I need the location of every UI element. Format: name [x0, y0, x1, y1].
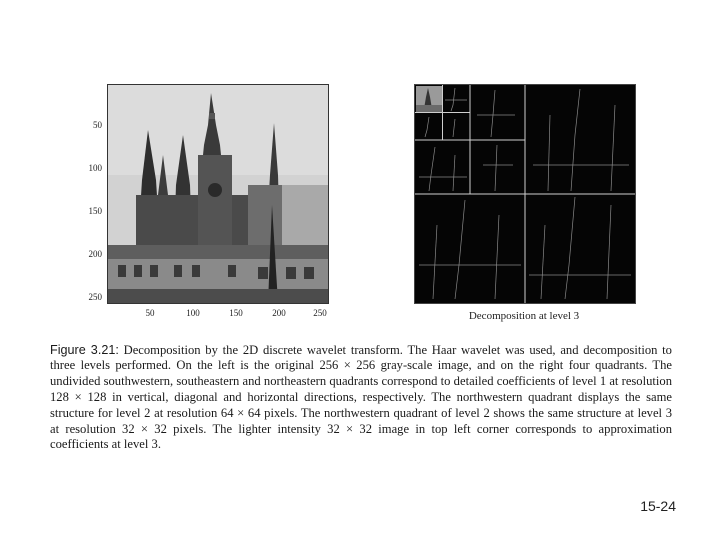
x-tick-label: 250 [313, 308, 327, 318]
decomposition-caption: Decomposition at level 3 [468, 310, 580, 322]
y-tick-label: 50 [93, 120, 102, 130]
slide-number: 15-24 [640, 498, 676, 514]
y-tick-label: 200 [88, 249, 102, 259]
cathedral-grayscale-image [107, 84, 329, 304]
y-tick-label: 100 [88, 163, 102, 173]
figure-caption-text: Decomposition by the 2D discrete wavelet transform. The Haar wavelet was used, and decomposition to three levels performed. On the left is the original 256 × 256 gray-scale image, and on the right four quadrants. The undivided southwestern, southeastern and northeastern quadrants correspond to detailed coefficients of level 1 at resolution 128 × 128 in vertical, diagonal and horizontal directions, respectively. The northwestern quadrant displays the same structure for level 2 at resolution 64 × 64 pixels. The northwestern quadrant of level 2 shows the same structure at level 3 at resolution 32 × 32 pixels. The lighter intensity 32 × 32 image in top left corner corresponds to approximation coefficients at level 3. [50, 342, 672, 452]
wavelet-decomposition-figure [414, 84, 636, 324]
figure-label: Figure 3.21: [50, 342, 119, 357]
wavelet-decomposition-image [414, 84, 636, 304]
x-tick-label: 200 [272, 308, 286, 318]
y-tick-label: 150 [88, 206, 102, 216]
x-tick-label: 150 [229, 308, 243, 318]
figure-caption [50, 343, 672, 454]
original-image-figure [70, 82, 332, 322]
y-tick-label: 250 [88, 292, 102, 302]
x-tick-label: 100 [186, 308, 200, 318]
x-tick-label: 50 [145, 308, 155, 318]
